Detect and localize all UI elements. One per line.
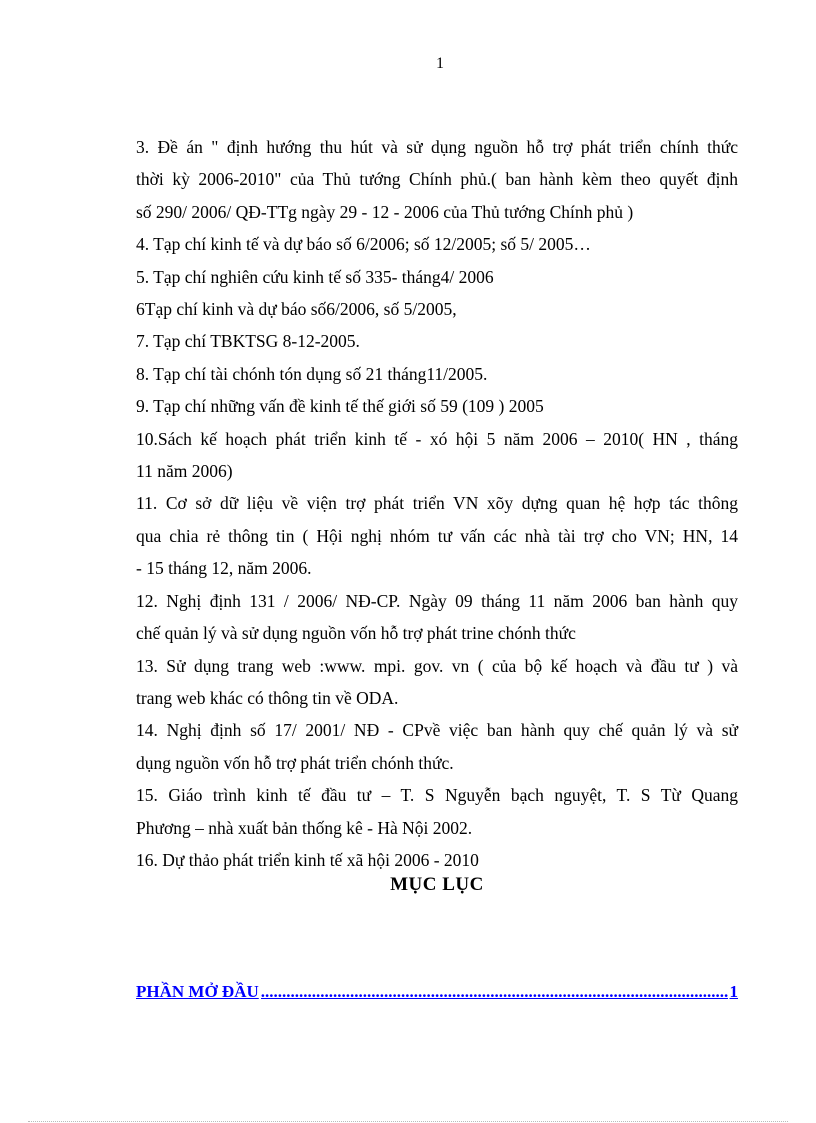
- reference-line: 11. Cơ sở dữ liệu về viện trợ phát triển VN xõy dựng quan hệ hợp tác thông: [136, 493, 738, 514]
- reference-line: 10.Sách kế hoạch phát triển kinh tế - xó hội 5 năm 2006 – 2010( HN , tháng: [136, 428, 738, 449]
- page-bottom-rule: [28, 1121, 788, 1122]
- reference-line: qua chia rẻ thông tin ( Hội nghị nhóm tư vấn các nhà tài trợ cho VN; HN, 14: [136, 525, 738, 546]
- reference-line: 15. Giáo trình kinh tế đầu tư – T. S Nguyễn bạch nguyệt, T. S Từ Quang: [136, 785, 738, 806]
- reference-line: 5. Tạp chí nghiên cứu kinh tế số 335- tháng4/ 2006: [136, 266, 494, 287]
- page-number: 1: [436, 55, 444, 72]
- reference-line: 6Tạp chí kinh và dự báo số6/2006, số 5/2005,: [136, 299, 457, 320]
- toc-heading: MỤC LỤC: [390, 874, 484, 895]
- toc-entry-page: 1: [729, 982, 738, 1001]
- reference-line: chế quản lý và sử dụng nguồn vốn hỗ trợ phát trine chónh thức: [136, 623, 576, 644]
- reference-line: 16. Dự thảo phát triển kinh tế xã hội 2006 - 2010: [136, 849, 479, 870]
- reference-line: dụng nguồn vốn hỗ trợ phát triển chónh thức.: [136, 752, 454, 773]
- reference-line: 8. Tạp chí tài chónh tón dụng số 21 tháng11/2005.: [136, 363, 488, 384]
- toc-leader-dots: [261, 982, 728, 1002]
- reference-line: 4. Tạp chí kinh tế và dự báo số 6/2006; số 12/2005; số 5/ 2005…: [136, 234, 591, 255]
- reference-line: trang web khác có thông tin về ODA.: [136, 687, 399, 708]
- reference-line: 7. Tạp chí TBKTSG 8-12-2005.: [136, 331, 360, 352]
- reference-line: 3. Đề án " định hướng thu hút và sử dụng nguồn hỗ trợ phát triển chính thức: [136, 137, 738, 157]
- reference-line: 11 năm 2006): [136, 461, 233, 482]
- reference-line: 9. Tạp chí những vấn đề kinh tế thế giới số 59 (109 ) 2005: [136, 396, 544, 417]
- reference-line: 12. Nghị định 131 / 2006/ NĐ-CP. Ngày 09 tháng 11 năm 2006 ban hành quy: [136, 590, 738, 611]
- reference-list: [136, 131, 738, 876]
- reference-line: 13. Sử dụng trang web :www. mpi. gov. vn ( của bộ kế hoạch và đầu tư ) và: [136, 655, 738, 676]
- reference-line: số 290/ 2006/ QĐ-TTg ngày 29 - 12 - 2006 của Thủ tướng Chính phủ ): [136, 201, 634, 222]
- toc-entry-phan-mo-dau[interactable]: [136, 982, 738, 1002]
- reference-line: 14. Nghị định số 17/ 2001/ NĐ - CPvề việc ban hành quy chế quản lý và sử: [136, 720, 738, 741]
- toc-entry-label: PHẦN MỞ ĐẦU: [136, 982, 259, 1001]
- reference-line: thời kỳ 2006-2010" của Thủ tướng Chính phủ.( ban hành kèm theo quyết định: [136, 169, 738, 190]
- reference-line: Phương – nhà xuất bản thống kê - Hà Nội 2002.: [136, 817, 473, 838]
- reference-line: - 15 tháng 12, năm 2006.: [136, 558, 312, 579]
